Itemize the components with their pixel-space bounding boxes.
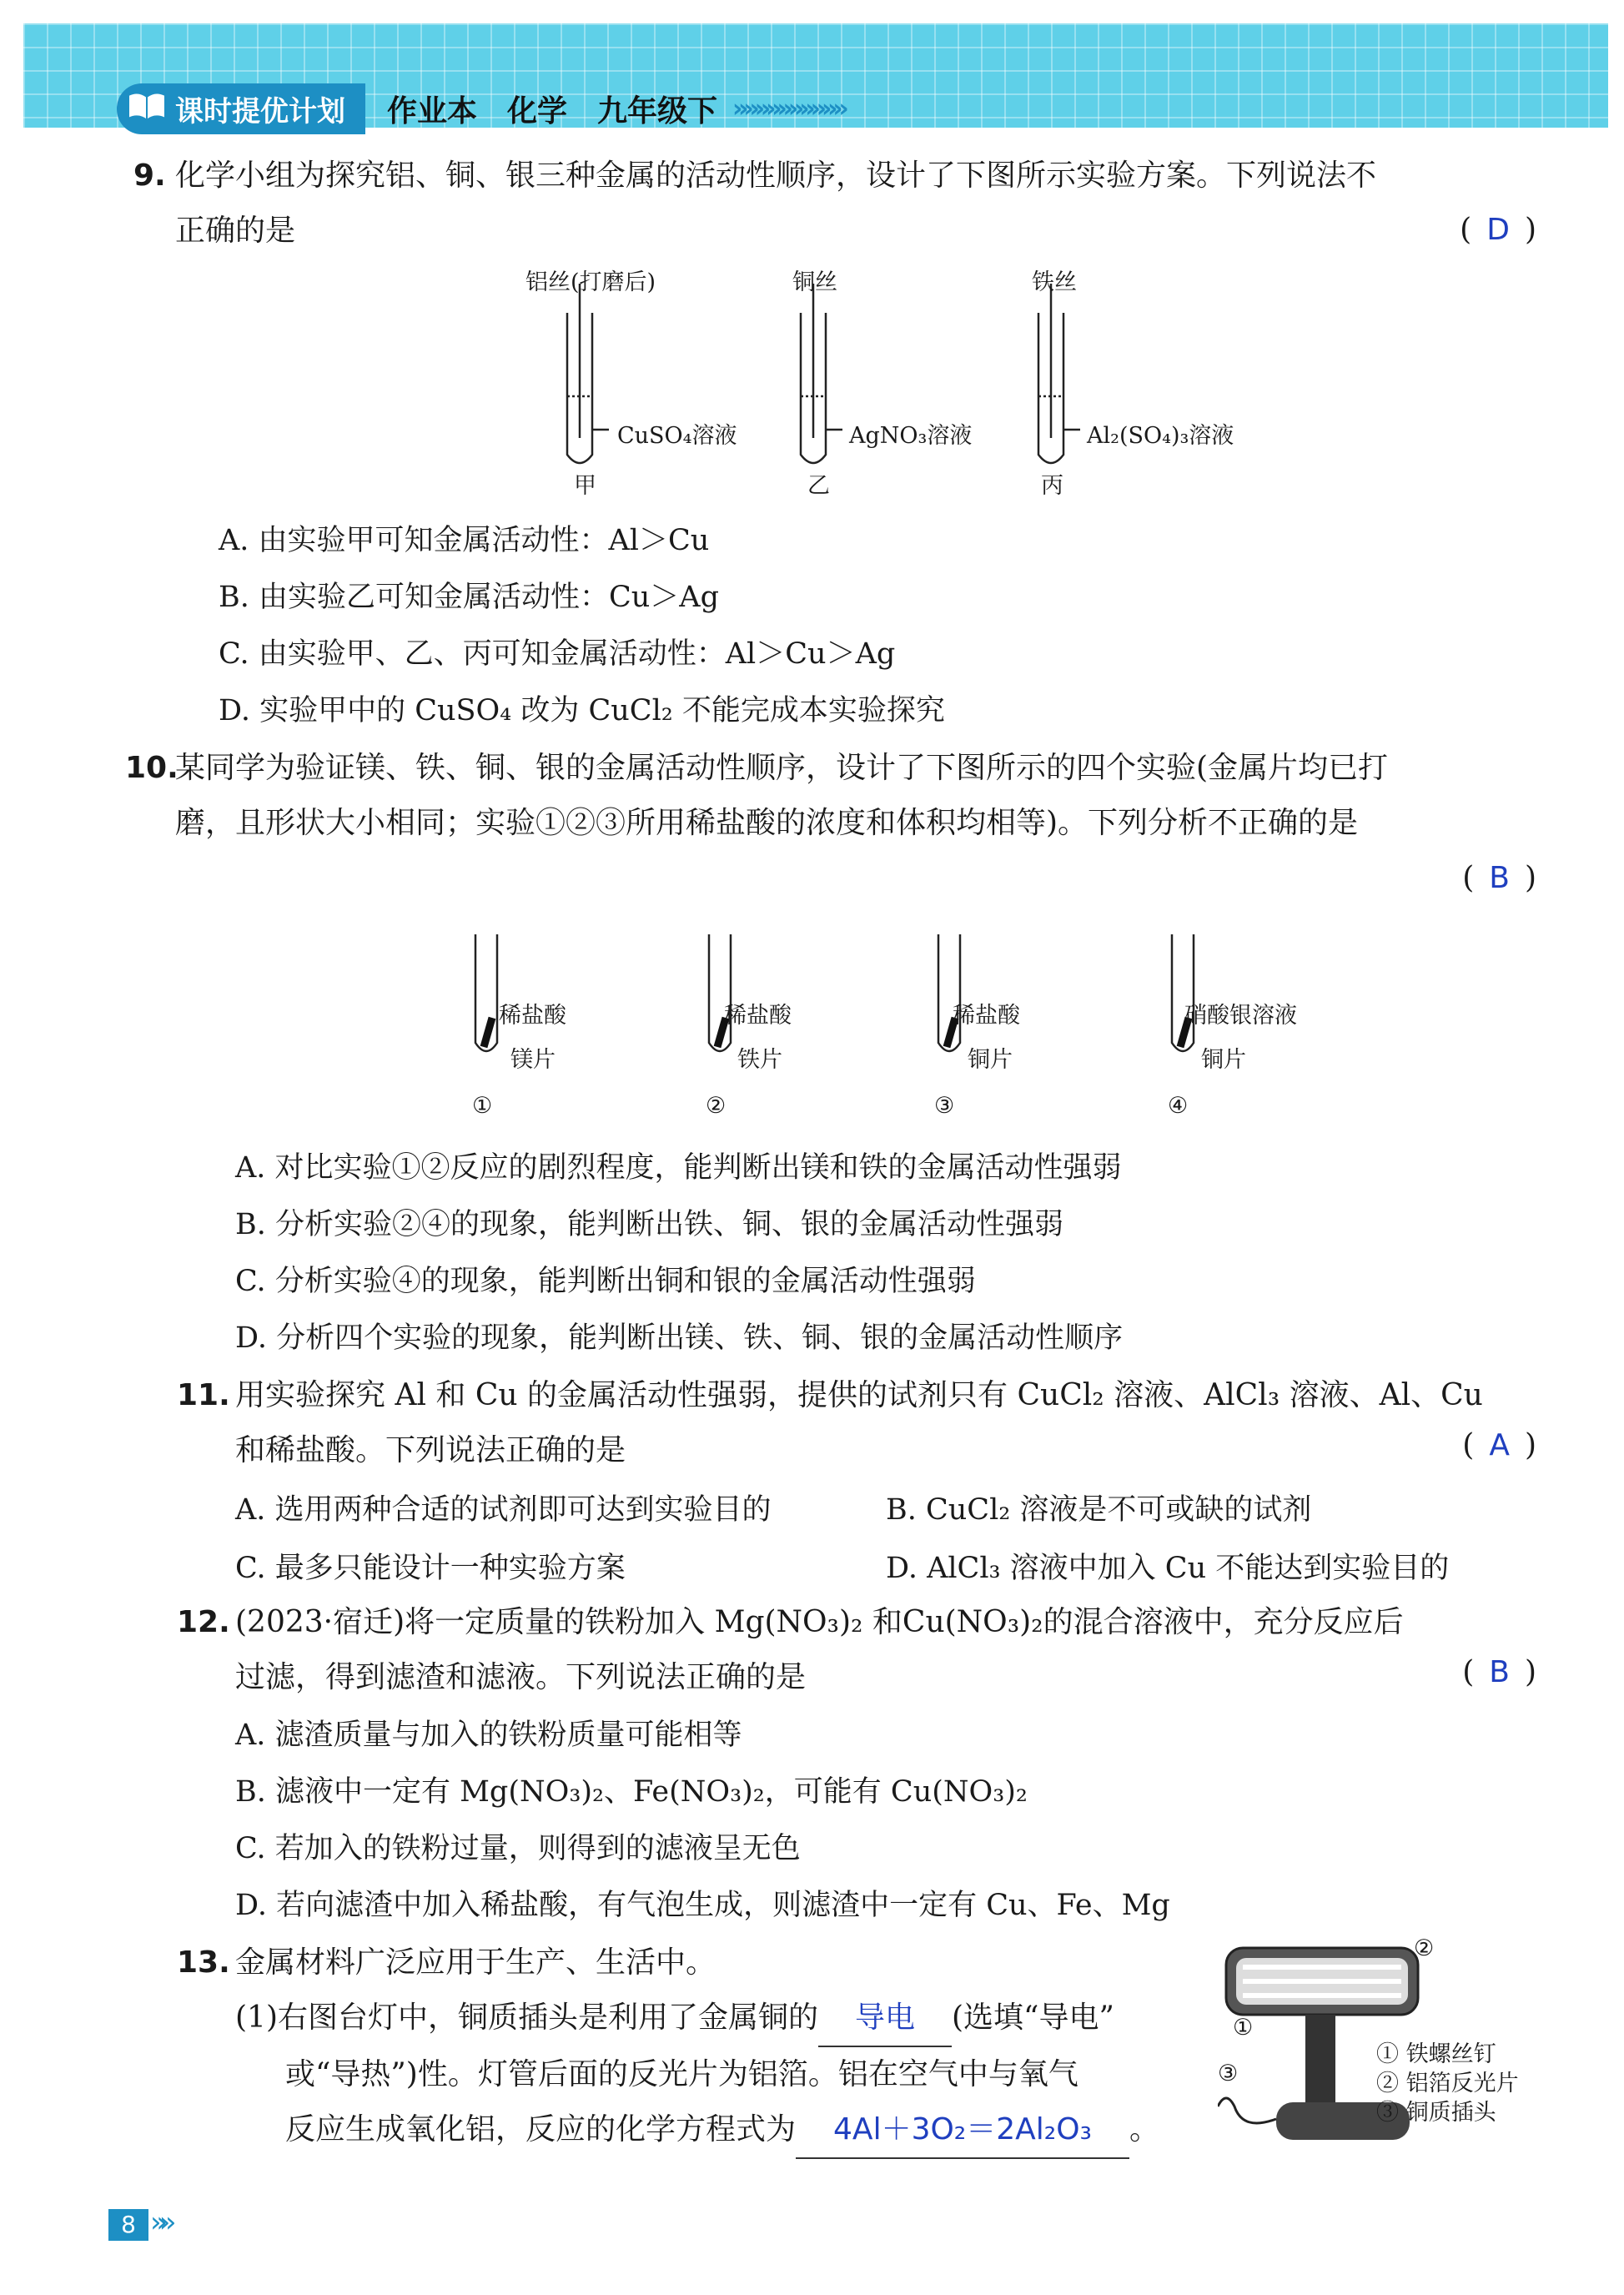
sub-question-1-line1: (1)右图台灯中，铜质插头是利用了金属铜的 导电 (选填“导电”	[235, 1991, 1194, 2047]
lamp-legend-3: ③ 铜质插头	[1376, 2100, 1496, 2126]
blank-2[interactable]: 4Al＋3O₂＝2Al₂O₃	[796, 2102, 1129, 2159]
q10-option-d: D. 分析四个实验的现象，能判断出镁、铁、铜、银的金属活动性顺序	[235, 1321, 1124, 1355]
q9-option-b: B. 由实验乙可知金属活动性：Cu＞Ag	[219, 581, 719, 614]
question-10	[125, 741, 1543, 851]
question-11	[177, 1368, 1603, 1478]
exp2-metal: 铁片	[737, 1047, 782, 1073]
exp1-metal: 镁片	[510, 1047, 556, 1073]
tube1-top-label: 铝丝(打磨后)	[525, 269, 656, 295]
question-stem-line2: 正确的是	[175, 214, 296, 248]
q12-option-c: C. 若加入的铁粉过量，则得到的滤液呈无色	[235, 1832, 801, 1865]
tube3-top-label: 铁丝	[1032, 269, 1077, 295]
question-9	[133, 148, 1543, 259]
question-12	[177, 1595, 1603, 1705]
exp3-liquid: 稀盐酸	[953, 1003, 1020, 1029]
tube2-solution-label: AgNO₃溶液	[849, 423, 973, 449]
tube-bing	[1038, 284, 1080, 463]
q12-option-a: A. 滤渣质量与加入的铁粉质量可能相等	[235, 1719, 742, 1752]
lamp-legend-2: ② 铝箔反光片	[1376, 2071, 1519, 2096]
answer-12: ( B )	[1462, 1655, 1536, 1689]
tube1-solution-label: CuSO₄溶液	[617, 423, 737, 449]
question-stem-line2: 过滤，得到滤渣和滤液。下列说法正确的是	[235, 1660, 807, 1694]
series-label: 课时提优计划	[117, 83, 365, 134]
tube2-top-label: 铜丝	[792, 269, 837, 295]
question-number: 13.	[177, 1945, 230, 1980]
question-number: 11.	[177, 1378, 230, 1412]
q10-option-c: C. 分析实验④的现象，能判断出铜和银的金属活动性强弱	[235, 1265, 976, 1298]
q9-option-c: C. 由实验甲、乙、丙可知金属活动性：Al＞Cu＞Ag	[219, 637, 896, 671]
sub-question-1-line2: 或“导热”)性。灯管后面的反光片为铝箔。铝在空气中与氧气	[285, 2057, 1078, 2091]
page-number: 8	[108, 2209, 148, 2241]
question-stem-line1: 某同学为验证镁、铁、铜、银的金属活动性顺序，设计了下图所示的四个实验(金属片均已打	[175, 751, 1389, 785]
question-stem-line2: 和稀盐酸。下列说法正确的是	[235, 1433, 626, 1467]
sub-question-1-line3: 反应生成氧化铝，反应的化学方程式为 4Al＋3O₂＝2Al₂O₃ 。	[235, 2102, 1194, 2159]
answer-9: ( D )	[1460, 213, 1536, 247]
answer-letter: B	[1489, 861, 1510, 895]
answer-letter: A	[1489, 1428, 1510, 1462]
exp1-liquid: 稀盐酸	[499, 1003, 566, 1029]
question-13	[177, 1935, 1194, 2159]
header-arrows: »»»»»»»»»»	[732, 93, 844, 123]
tube2-name: 乙	[807, 473, 830, 499]
tube-jia	[567, 284, 609, 463]
exp2-label: ②	[706, 1093, 727, 1119]
q12-option-d: D. 若向滤渣中加入稀盐酸，有气泡生成，则滤渣中一定有 Cu、Fe、Mg	[235, 1889, 1170, 1922]
exp4-metal: 铜片	[1201, 1047, 1246, 1073]
header-title-bar	[117, 83, 844, 133]
exp4-liquid: 硝酸银溶液	[1184, 1003, 1297, 1029]
exp3-metal: 铜片	[968, 1047, 1013, 1073]
exp1-label: ①	[472, 1093, 493, 1119]
q11-option-a: A. 选用两种合适的试剂即可达到实验目的	[235, 1493, 772, 1527]
question-stem-line1: 化学小组为探究铝、铜、银三种金属的活动性顺序，设计了下图所示实验方案。下列说法不	[175, 159, 1377, 193]
q10-option-a: A. 对比实验①②反应的剧烈程度，能判断出镁和铁的金属活动性强弱	[235, 1151, 1122, 1185]
exp2-liquid: 稀盐酸	[724, 1003, 792, 1029]
q9-option-d: D. 实验甲中的 CuSO₄ 改为 CuCl₂ 不能完成本实验探究	[219, 694, 945, 727]
lamp-mark-1: ①	[1233, 2015, 1254, 2041]
exp4-label: ④	[1168, 1093, 1189, 1119]
q10-option-b: B. 分析实验②④的现象，能判断出铁、铜、银的金属活动性强弱	[235, 1208, 1063, 1241]
q12-option-b: B. 滤液中一定有 Mg(NO₃)₂、Fe(NO₃)₂，可能有 Cu(NO₃)₂	[235, 1775, 1028, 1809]
tube3-solution-label: Al₂(SO₄)₃溶液	[1087, 423, 1234, 449]
exp3-label: ③	[934, 1093, 955, 1119]
q11-option-b: B. CuCl₂ 溶液是不可或缺的试剂	[886, 1493, 1312, 1527]
question-stem-line2: 磨，且形状大小相同；实验①②③所用稀盐酸的浓度和体积均相等)。下列分析不正确的是	[175, 806, 1359, 840]
book-subtitle: 作业本 化学 九年级下	[387, 93, 718, 128]
lamp-mark-2: ②	[1414, 1935, 1435, 1961]
question-number: 9.	[133, 159, 166, 193]
q11-option-d: D. AlCl₃ 溶液中加入 Cu 不能达到实验目的	[886, 1552, 1450, 1585]
q11-option-c: C. 最多只能设计一种实验方案	[235, 1552, 626, 1585]
question-stem-line1: 用实验探究 Al 和 Cu 的金属活动性强弱，提供的试剂只有 CuCl₂ 溶液、AlCl₃ 溶液、Al、Cu	[235, 1378, 1483, 1412]
open-book-icon	[125, 87, 168, 123]
answer-11: ( A )	[1462, 1428, 1536, 1462]
q9-option-a: A. 由实验甲可知金属活动性：Al＞Cu	[219, 524, 710, 557]
question-stem: 金属材料广泛应用于生产、生活中。	[235, 1945, 716, 1980]
tube-yi	[801, 284, 842, 463]
answer-10: ( B )	[1462, 861, 1536, 895]
lamp-mark-3: ③	[1218, 2061, 1239, 2086]
question-number: 10.	[125, 751, 178, 785]
blank-1[interactable]: 导电	[818, 1991, 952, 2047]
answer-letter: B	[1489, 1655, 1510, 1689]
question-number: 12.	[177, 1605, 230, 1639]
page-arrows: »»	[150, 2206, 168, 2239]
question-stem-line1: (2023·宿迁)将一定质量的铁粉加入 Mg(NO₃)₂ 和Cu(NO₃)₂的混合溶液中，充分反应后	[235, 1605, 1404, 1639]
tube1-name: 甲	[574, 473, 596, 499]
tube3-name: 丙	[1041, 473, 1063, 499]
lamp-legend-1: ① 铁螺丝钉	[1376, 2041, 1496, 2067]
answer-letter: D	[1486, 213, 1510, 247]
